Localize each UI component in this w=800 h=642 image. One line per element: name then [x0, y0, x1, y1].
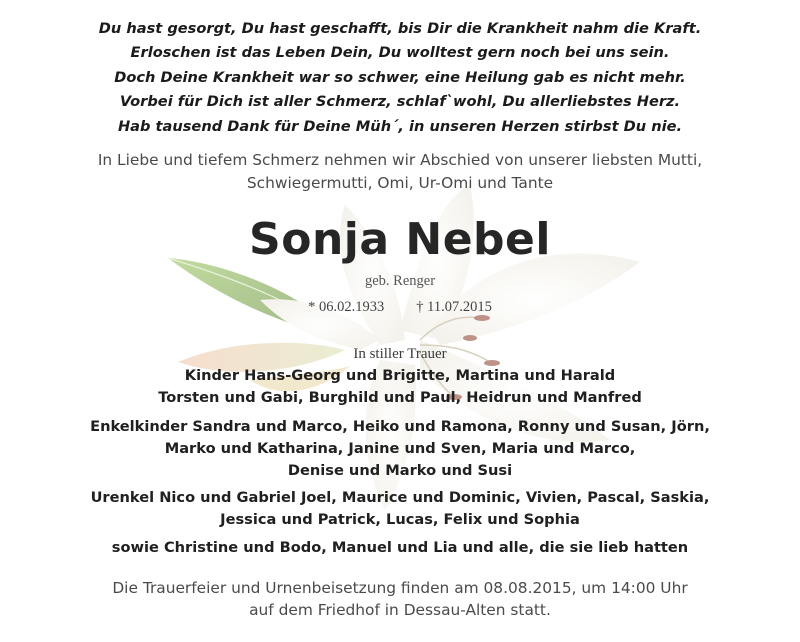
mourning-label: In stiller Trauer — [353, 346, 447, 362]
family-great-grandchildren — [0, 487, 800, 531]
life-dates — [0, 297, 800, 317]
family-line: Enkelkinder Sandra und Marco, Heiko und Ramona, Ronny und Susan, Jörn, — [90, 418, 710, 435]
service-line: Die Trauerfeier und Urnenbeisetzung finden am 08.08.2015, um 14:00 Uhr — [112, 579, 688, 597]
service-info — [0, 577, 800, 621]
family-line: sowie Christine und Bodo, Manuel und Lia und alle, die sie lieb hatten — [111, 539, 689, 556]
maiden-name: geb. Renger — [364, 273, 436, 289]
death-date: † 11.07.2015 — [416, 299, 492, 315]
family-line: Marko und Katharina, Janine und Sven, Maria und Marco, — [164, 440, 636, 458]
poem-line: Erloschen ist das Leben Dein, Du wolltest gern noch bei uns sein. — [130, 44, 670, 62]
birth-date: * 06.02.1933 — [308, 299, 385, 315]
family-line: Kinder Hans-Georg und Brigitte, Martina und Harald — [184, 367, 616, 384]
intro-text — [0, 149, 800, 195]
poem-line: Du hast gesorgt, Du hast geschafft, bis Dir die Krankheit nahm die Kraft. — [98, 20, 702, 37]
family-line: Jessica und Patrick, Lucas, Felix und Sophia — [220, 511, 580, 529]
family-line: Denise und Marko und Susi — [287, 462, 513, 480]
family-children — [0, 365, 800, 409]
family-grandchildren — [0, 416, 800, 483]
poem — [0, 17, 800, 139]
deceased-name: Sonja Nebel — [249, 214, 551, 265]
family-line: Urenkel Nico und Gabriel Joel, Maurice und Dominic, Vivien, Pascal, Saskia, — [90, 489, 710, 506]
family-others — [0, 537, 800, 559]
poem-line: Hab tausend Dank für Deine Müh´, in unseren Herzen stirbst Du nie. — [117, 117, 683, 135]
family-line: Torsten und Gabi, Burghild und Paul, Heidrun und Manfred — [158, 389, 642, 407]
poem-line: Doch Deine Krankheit war so schwer, eine Heilung gab es nicht mehr. — [114, 68, 686, 86]
intro-line: Schwiegermutti, Omi, Ur-Omi und Tante — [246, 174, 554, 192]
poem-line: Vorbei für Dich ist aller Schmerz, schlaf`wohl, Du allerliebstes Herz. — [119, 93, 681, 111]
intro-line: In Liebe und tiefem Schmerz nehmen wir Abschied von unserer liebsten Mutti, — [97, 151, 703, 169]
service-line: auf dem Friedhof in Dessau-Alten statt. — [249, 601, 551, 619]
